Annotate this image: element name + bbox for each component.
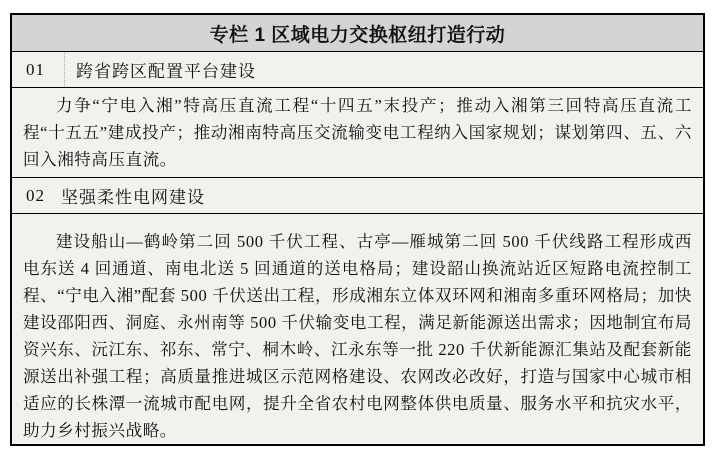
section-01-number: 01 [26,59,45,79]
dotted-column-divider [64,52,65,87]
section-02-body-row [12,214,703,448]
section-02-paragraph: 建设船山—鹤岭第二回 500 千伏工程、古亭—雁城第二回 500 千伏线路工程形成西电东送 4 回通道、南电北送 5 回通道的送电格局；建设韶山换流站近区短路电流控制工程、“宁电入湘”配套 500 千伏送出工程，形成湘东立体双环网和湘南多重环网格局；加快建设邵阳西、洞庭、永州南等 500 千伏输变电工程，满足新能源送出需求；因地制宜布局资兴东、沅江东、祁东、常宁、桐木岭、江永东等一批 220 千伏新能源汇集站及配套新能源送出补强工程；高质量推进城区示范网格建设、农网改必改好，打造与国家中心城市相适应的长株潭一流城市配电网，提升全省农村电网整体供电质量、服务水平和抗灾水平，助力乡村振兴战略。 [23,232,692,440]
section-02-header-row [12,178,703,214]
section-01-body-row [12,88,703,178]
section-01-heading: 跨省跨区配置平台建设 [76,62,256,81]
panel-title: 专栏 1 区域电力交换枢纽打造行动 [12,15,703,52]
column-box-table [10,13,705,446]
section-01-header-row [12,52,703,88]
section-02-heading: 坚强柔性电网建设 [61,188,205,207]
section-02-number: 02 [26,185,45,205]
section-01-paragraph: 力争“宁电入湘”特高压直流工程“十四五”末投产；推动入湘第三回特高压直流工程“十五五”建成投产；推动湘南特高压交流输变电工程纳入国家规划；谋划第四、五、六回入湘特高压直流。 [23,96,692,169]
